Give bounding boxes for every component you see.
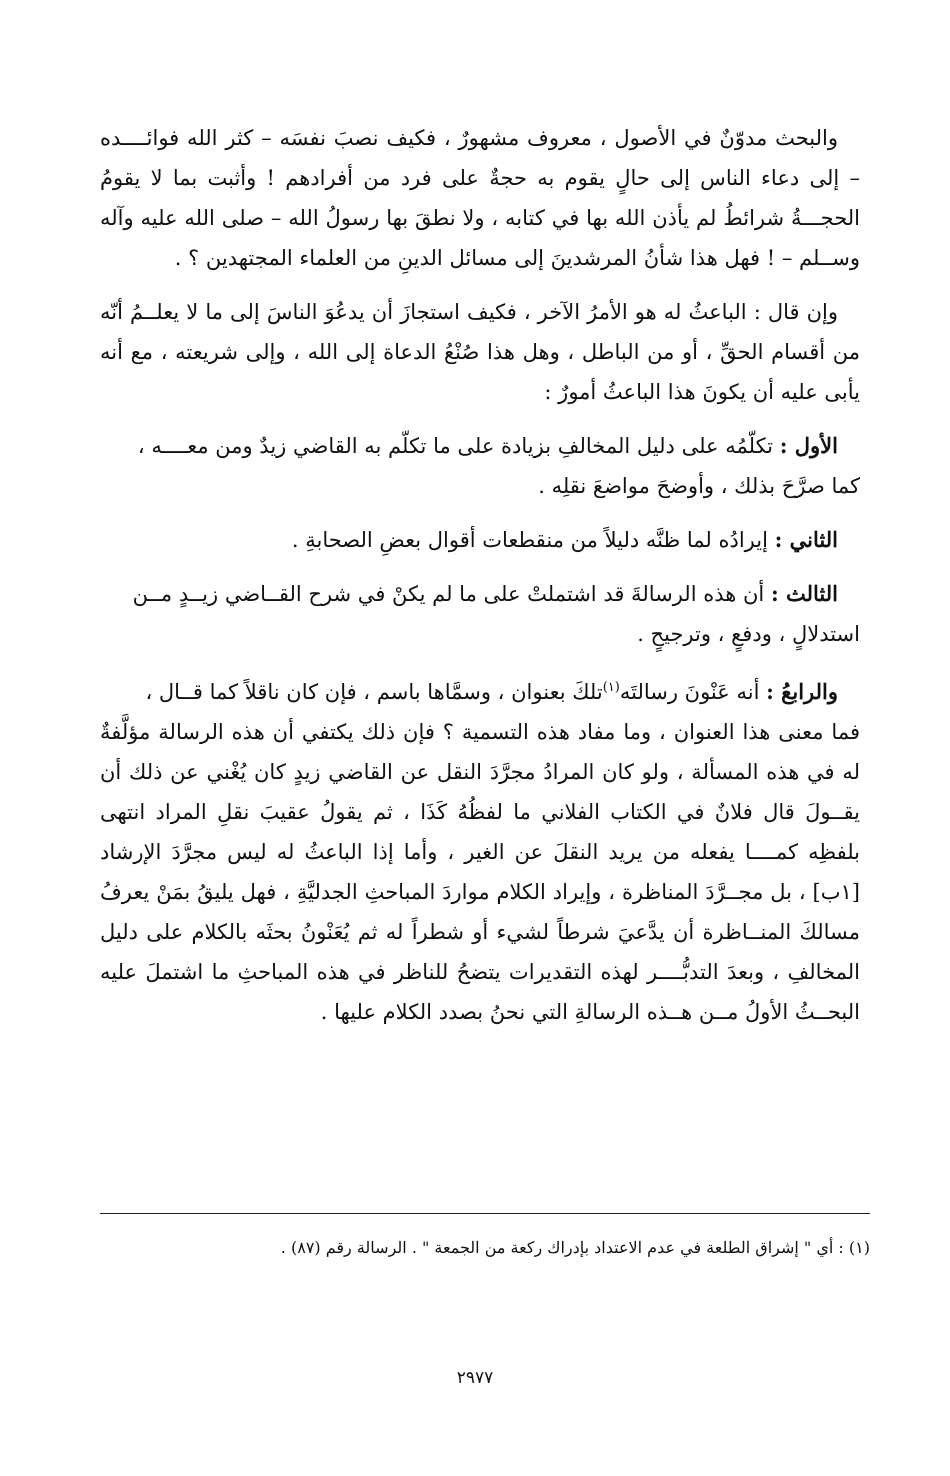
point-fourth-text-after: تلكَ بعنوان ، وسمَّاها باسم ، فإن كان ناقلاً كما قــال ، xyxy=(145,680,603,704)
point-fourth xyxy=(100,668,860,712)
point-first-label: الأول : xyxy=(779,433,838,458)
point-second xyxy=(100,520,860,560)
footnote-divider xyxy=(100,1213,870,1214)
point-fourth-text: أنه عَنْونَ رسالتَه xyxy=(619,680,760,704)
main-text xyxy=(100,118,860,1032)
point-second-label: الثاني : xyxy=(774,527,838,552)
point-third-text: أن هذه الرسالةَ قد اشتملتْ على ما لم يكنْ في شرح القــاضي زيــدٍ مــن xyxy=(132,582,765,606)
paragraph-1: والبحث مدوّنٌ في الأصول ، معروف مشهورٌ ، فكيف نصبَ نفسَه – كثر الله فوائــــده – إلى دعاء الناس إلى حالٍ يقوم به حجةٌ على فرد من أفرادهم ! وأثبت بما لا يقومُ الحجـــةُ شرائطُ لم يأذن الله بها في كتابه ، ولا نطقَ بها رسولُ الله – صلى الله عليه وآله وســلم – ! فهل هذا شأنُ المرشدينَ إلى مسائل الدينِ من العلماء المجتهدين ؟ . xyxy=(100,126,860,270)
point-first xyxy=(100,426,860,466)
point-second-text: إيرادُه لما ظنَّه دليلاً من منقطعات أقوال بعضِ الصحابةِ . xyxy=(291,528,768,552)
point-third-label: الثالث : xyxy=(770,581,838,606)
page-number: ٢٩٧٧ xyxy=(456,1368,494,1388)
point-first-continuation: كما صرَّحَ بذلك ، وأوضحَ مواضعَ نقلِه . xyxy=(538,474,860,498)
point-third xyxy=(100,574,860,614)
paragraph-2: وإن قال : الباعثُ له هو الأمرُ الآخر ، فكيف استجازَ أن يدعُوَ الناسَ إلى ما لا يعلــمُ أنّه من أقسام الحقِّ ، أو من الباطل ، وهل هذا صُنْعُ الدعاة إلى الله ، وإلى شريعته ، مع أنه يأبى عليه أن يكونَ هذا الباعثُ أمورٌ : xyxy=(100,300,860,404)
point-fourth-continuation: فما معنى هذا العنوان ، وما مفاد هذه التسمية ؟ فإن ذلك يكتفي أن هذه الرسالة مؤلَّفةٌ له في هذه المسألة ، ولو كان المرادُ مجرَّدَ النقل عن القاضي زيدٍ كان يُغْني عن ذلك أن يقــولَ قال فلانٌ في الكتاب الفلاني ما لفظُهُ كَذَا ، ثم يقولُ عقيبَ نقلِ المراد انتهى بلفظِه كمــــا يفعله من يريد النقلَ عن الغير ، وأما إذا الباعثُ له ليس مجرَّدَ الإرشاد [١ب] ، بل مجــرَّدَ المناظرة ، وإيراد الكلام مواردَ المباحثِ الجدليَّةِ ، فهل يليقُ بمَنْ يعرفُ مسالكَ المنــاظرة أن يدَّعيَ شرطاً لشيء أو شطراً له ثم يُعَنْونُ بحثَه بالكلام على دليل المخالفِ ، وبعدَ التدبُّــــر لهذه التقديرات يتضحُ للناظر في هذه المباحثِ ما اشتملَ عليه البحــثُ الأولُ مــن هــذه الرسالةِ التي نحنُ بصدد الكلام عليها . xyxy=(100,720,860,1024)
footnote: (١) : أي " إشراق الطلعة في عدم الاعتداد بإدراك ركعة من الجمعة " . الرسالة رقم (٨٧) . xyxy=(280,1238,870,1257)
footnote-marker: (١) xyxy=(602,680,620,695)
point-fourth-label: والرابعُ : xyxy=(766,679,838,704)
point-first-text: تكلّمُه على دليل المخالفِ بزيادة على ما تكلّم به القاضي زيدٌ ومن معــــه ، xyxy=(137,434,774,458)
point-third-continuation: استدلالٍ ، ودفعٍ ، وترجيحٍ . xyxy=(637,622,860,646)
